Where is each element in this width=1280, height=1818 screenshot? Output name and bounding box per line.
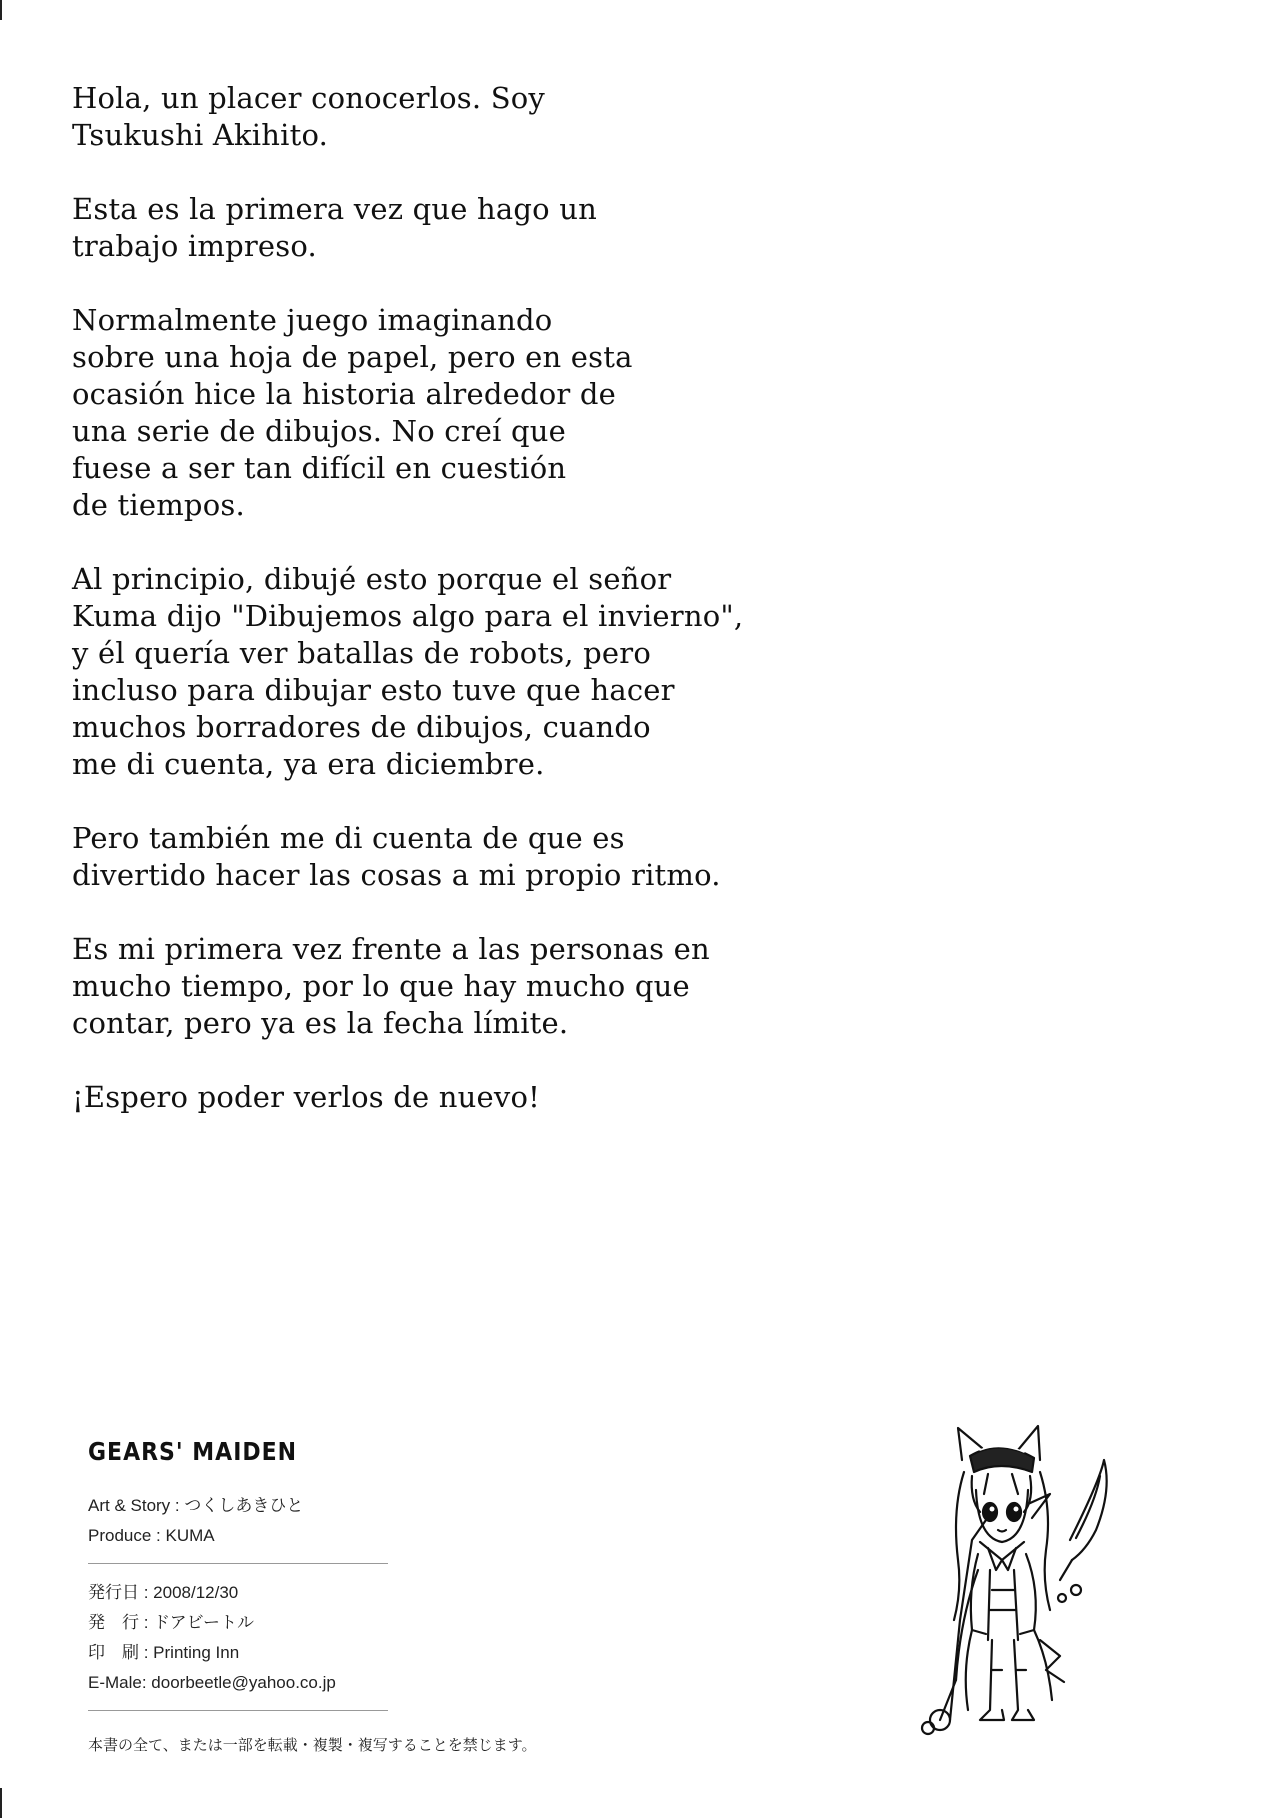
publication-date: 発行日 : 2008/12/30 (88, 1583, 239, 1602)
letter-paragraph-6: Es mi primera vez frente a las personas en mucho tiempo, por lo que hay mucho que contar, pero ya es la fecha límite. (72, 932, 710, 1040)
letter-paragraph-7: ¡Espero poder verlos de nuevo! (72, 1080, 541, 1114)
credit-produce: Produce : KUMA (88, 1526, 215, 1545)
printer: 印 刷 : Printing Inn (88, 1643, 240, 1662)
crop-mark-top (0, 0, 2, 20)
credit-art-story: Art & Story : つくしあきひと (88, 1496, 304, 1515)
divider (88, 1563, 388, 1564)
letter-paragraph-5: Pero también me di cuenta de que es divertido hacer las cosas a mi propio ritmo. (72, 821, 721, 892)
copyright-notice: 本書の全て、または一部を転載・複製・複写することを禁じます。 (88, 1737, 537, 1754)
book-title: GEARS' MAIDEN (88, 1438, 298, 1467)
publication-info (88, 1578, 688, 1698)
contact-email: E-Male: doorbeetle@yahoo.co.jp (88, 1673, 336, 1692)
crop-mark-bottom (0, 1788, 2, 1818)
chibi-character-with-key-icon (900, 1420, 1160, 1740)
letter-paragraph-4: Al principio, dibujé esto porque el señor Kuma dijo "Dibujemos algo para el invierno", y él quería ver batallas de robots, pero incluso para dibujar esto tuve que hacer muchos borradores de dibujos, cuando me di cuenta, ya era diciembre. (72, 562, 744, 781)
letter-paragraph-2: Esta es la primera vez que hago un trabajo impreso. (72, 192, 598, 263)
letter-paragraph-1: Hola, un placer conocerlos. Soy Tsukushi Akihito. (72, 81, 546, 152)
divider (88, 1710, 388, 1711)
publisher: 発 行 : ドアビートル (88, 1613, 254, 1632)
credits (88, 1491, 688, 1551)
afterword-letter (72, 80, 772, 1153)
letter-paragraph-3: Normalmente juego imaginando sobre una hoja de papel, pero en esta ocasión hice la historia alrededor de una serie de dibujos. No creí que fuese a ser tan difícil en cuestión de tiempos. (72, 303, 633, 522)
colophon (88, 1438, 688, 1772)
